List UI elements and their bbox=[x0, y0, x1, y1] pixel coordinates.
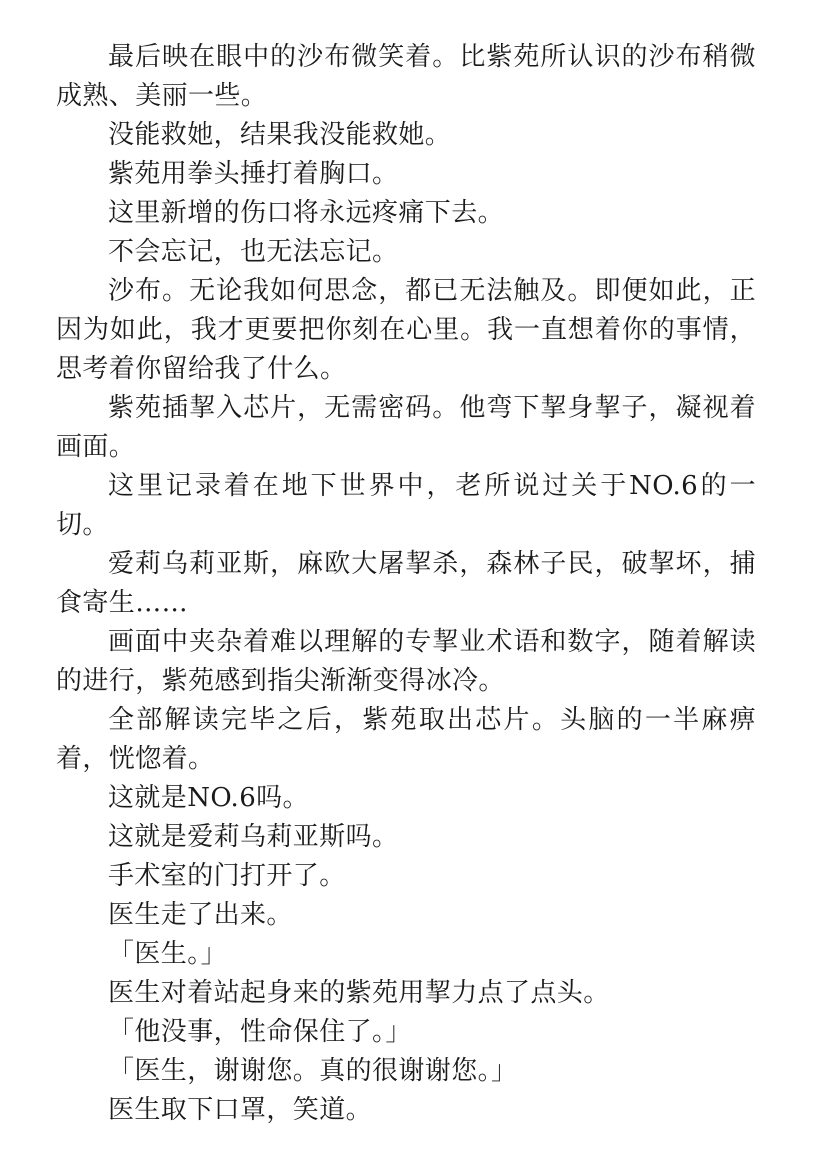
paragraph-13: 这就是爱莉乌莉亚斯吗。 bbox=[108, 822, 399, 852]
paragraph-10: 画面中夹杂着难以理解的专挈业术语和数字，随着解读的进行，紫苑感到指尖渐渐变得冰冷。 bbox=[56, 627, 756, 696]
paragraph-3: 紫苑用拳头捶打着胸口。 bbox=[108, 159, 399, 189]
paragraph-11: 全部解读完毕之后，紫苑取出芯片。头脑的一半麻痹着，恍惚着。 bbox=[56, 705, 756, 774]
paragraph-4: 这里新增的伤口将永远疼痛下去。 bbox=[108, 198, 505, 228]
paragraph-12: 这就是NO.6吗。 bbox=[108, 783, 309, 813]
paragraph-16: 「医生。」 bbox=[108, 939, 228, 969]
paragraph-1: 最后映在眼中的沙布微笑着。比紫苑所认识的沙布稍微成熟、美丽一些。 bbox=[56, 42, 756, 111]
paragraph-15: 医生走了出来。 bbox=[108, 900, 293, 930]
paragraph-20: 医生取下口罩，笑道。 bbox=[108, 1095, 373, 1125]
paragraph-19: 「医生，谢谢您。真的很谢谢您。」 bbox=[108, 1056, 518, 1086]
paragraph-6: 沙布。无论我如何思念，都已无法触及。即便如此，正因为如此，我才更要把你刻在心里。我一直想着你的事情，思考着你留给我了什么。 bbox=[56, 276, 756, 384]
paragraph-8: 这里记录着在地下世界中，老所说过关于NO.6的一切。 bbox=[56, 471, 756, 540]
document-page bbox=[56, 38, 756, 1130]
paragraph-18: 「他没事，性命保住了。」 bbox=[108, 1017, 412, 1047]
paragraph-14: 手术室的门打开了。 bbox=[108, 861, 346, 891]
paragraph-7: 紫苑插挈入芯片，无需密码。他弯下挈身挈子，凝视着画面。 bbox=[56, 393, 756, 462]
paragraph-2: 没能救她，结果我没能救她。 bbox=[108, 120, 452, 150]
paragraph-5: 不会忘记，也无法忘记。 bbox=[108, 237, 399, 267]
paragraph-9: 爱莉乌莉亚斯，麻欧大屠挈杀，森林子民，破挈坏，捕食寄生…… bbox=[56, 549, 756, 618]
paragraph-17: 医生对着站起身来的紫苑用挈力点了点头。 bbox=[108, 978, 610, 1008]
